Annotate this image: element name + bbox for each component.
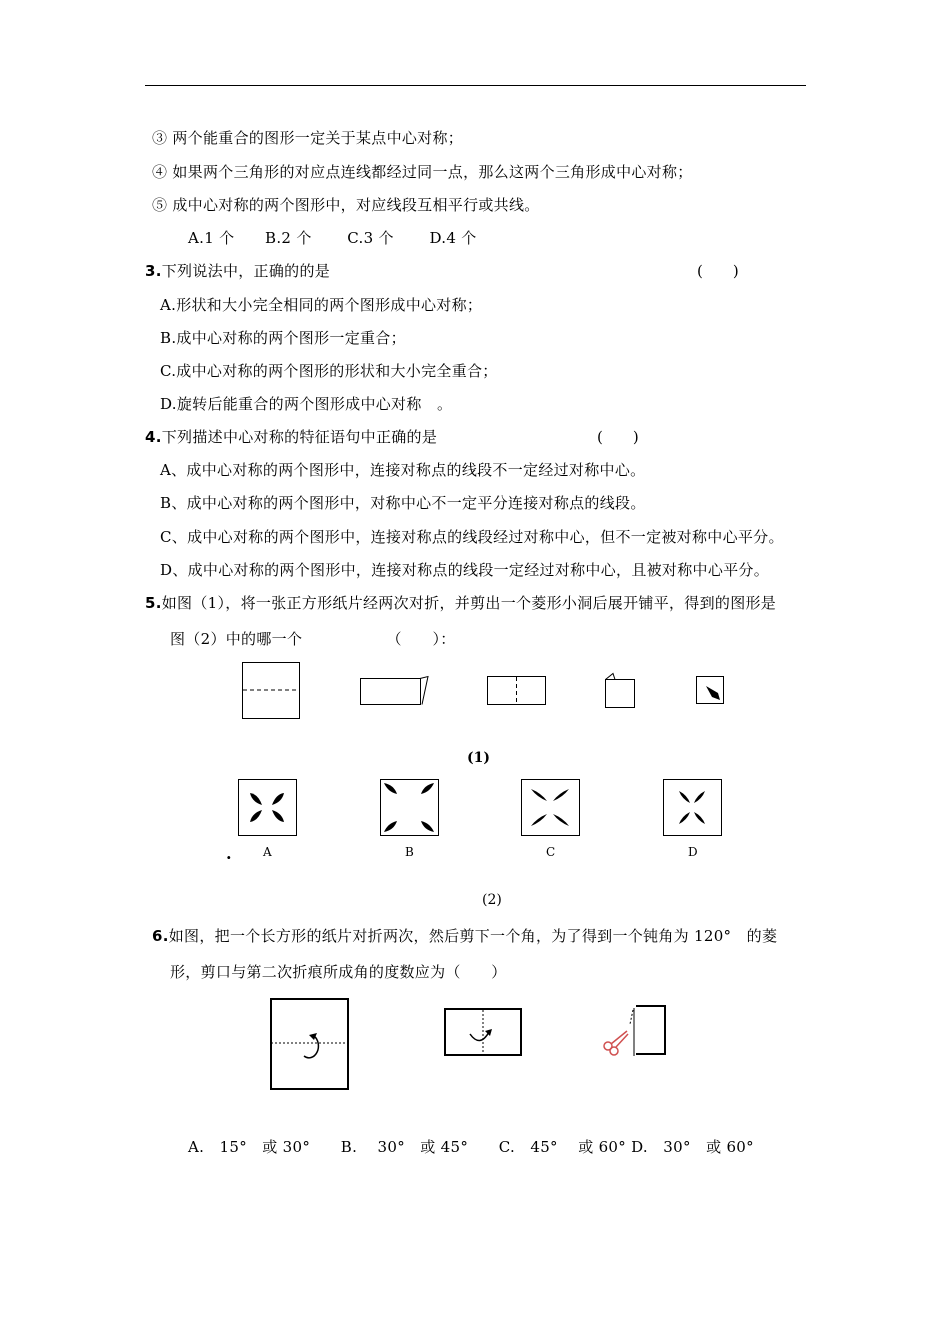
fold-step-5-cut-figure	[696, 676, 726, 706]
header-rule	[145, 85, 806, 86]
choice-a-label: A	[263, 845, 272, 859]
fold-step-2-figure	[360, 676, 430, 706]
q6-options: A. 15° 或 30° B. 30° 或 45° C. 45° 或 60° D. 30° 或 60°	[188, 1138, 754, 1156]
q2-item-5: ⑤ 成中心对称的两个图形中，对应线段互相平行或共线。	[152, 196, 540, 214]
q2-item-3: ③ 两个能重合的图形一定关于某点中心对称；	[152, 129, 464, 147]
q3-option-d: D.旋转后能重合的两个图形成中心对称 。	[160, 395, 453, 413]
choice-d-figure	[663, 779, 723, 837]
rectangle-fold-1-figure	[270, 998, 350, 1091]
q5-stem-text: 如图（1），将一张正方形纸片经两次对折，并剪出一个菱形小洞后展开铺平，得到的图形是	[161, 594, 777, 612]
fold-step-4-figure	[605, 673, 637, 709]
q4-option-c: C、成中心对称的两个图形中，连接对称点的线段经过对称中心，但不一定被对称中心平分。	[160, 528, 784, 546]
q5-stem	[145, 594, 776, 612]
q4-option-d: D、成中心对称的两个图形中，连接对称点的线段一定经过对称中心，且被对称中心平分。	[160, 561, 770, 579]
q5-stem-continued: 图（2）中的哪一个 （ ）：	[170, 630, 456, 648]
fig1-caption: (1)	[467, 750, 490, 766]
fold-step-3-figure	[487, 676, 547, 705]
q3-stem	[145, 262, 330, 280]
q3-stem-text: 下列说法中，正确的的是	[161, 262, 331, 280]
q4-option-b: B、成中心对称的两个图形中，对称中心不一定平分连接对称点的线段。	[160, 494, 646, 512]
rectangle-fold-2-figure	[444, 1008, 524, 1058]
q6-stem-text: 如图，把一个长方形的纸片对折两次，然后剪下一个角，为了得到一个钝角为 120° 的菱	[168, 927, 778, 945]
scissors-icon	[604, 1031, 628, 1055]
q3-option-a: A.形状和大小完全相同的两个图形成中心对称；	[160, 296, 483, 314]
choice-b-figure	[380, 779, 440, 837]
choice-b-label: B	[405, 845, 414, 859]
q5-number: 5.	[145, 594, 162, 612]
q6-stem-continued: 形，剪口与第二次折痕所成角的度数应为（ ）	[170, 963, 507, 981]
q3-number: 3.	[145, 262, 162, 280]
choice-a-figure	[238, 779, 298, 837]
fold-step-1-figure	[242, 662, 300, 719]
q6-stem	[152, 927, 777, 945]
choice-d-label: D	[688, 845, 698, 859]
q3-answer-paren: ( )	[697, 262, 739, 280]
q4-stem-text: 下列描述中心对称的特征语句中正确的是	[161, 428, 438, 446]
q3-option-c: C.成中心对称的两个图形的形状和大小完全重合；	[160, 362, 498, 380]
q2-options: A.1 个 B.2 个 C.3 个 D.4 个	[188, 229, 477, 247]
q4-number: 4.	[145, 428, 162, 446]
q6-number: 6.	[152, 927, 169, 945]
q4-stem	[145, 428, 437, 446]
choice-c-figure	[521, 779, 581, 837]
q4-option-a: A、成中心对称的两个图形中，连接对称点的线段不一定经过对称中心。	[160, 461, 646, 479]
q2-item-4: ④ 如果两个三角形的对应点连线都经过同一点，那么这两个三角形成中心对称；	[152, 163, 693, 181]
fig2-caption: (2)	[482, 892, 502, 908]
stray-dot: .	[226, 844, 232, 863]
q4-answer-paren: ( )	[597, 428, 639, 446]
scissors-cut-figure	[600, 1004, 670, 1062]
choice-c-label: C	[546, 845, 556, 859]
q3-option-b: B.成中心对称的两个图形一定重合；	[160, 329, 406, 347]
